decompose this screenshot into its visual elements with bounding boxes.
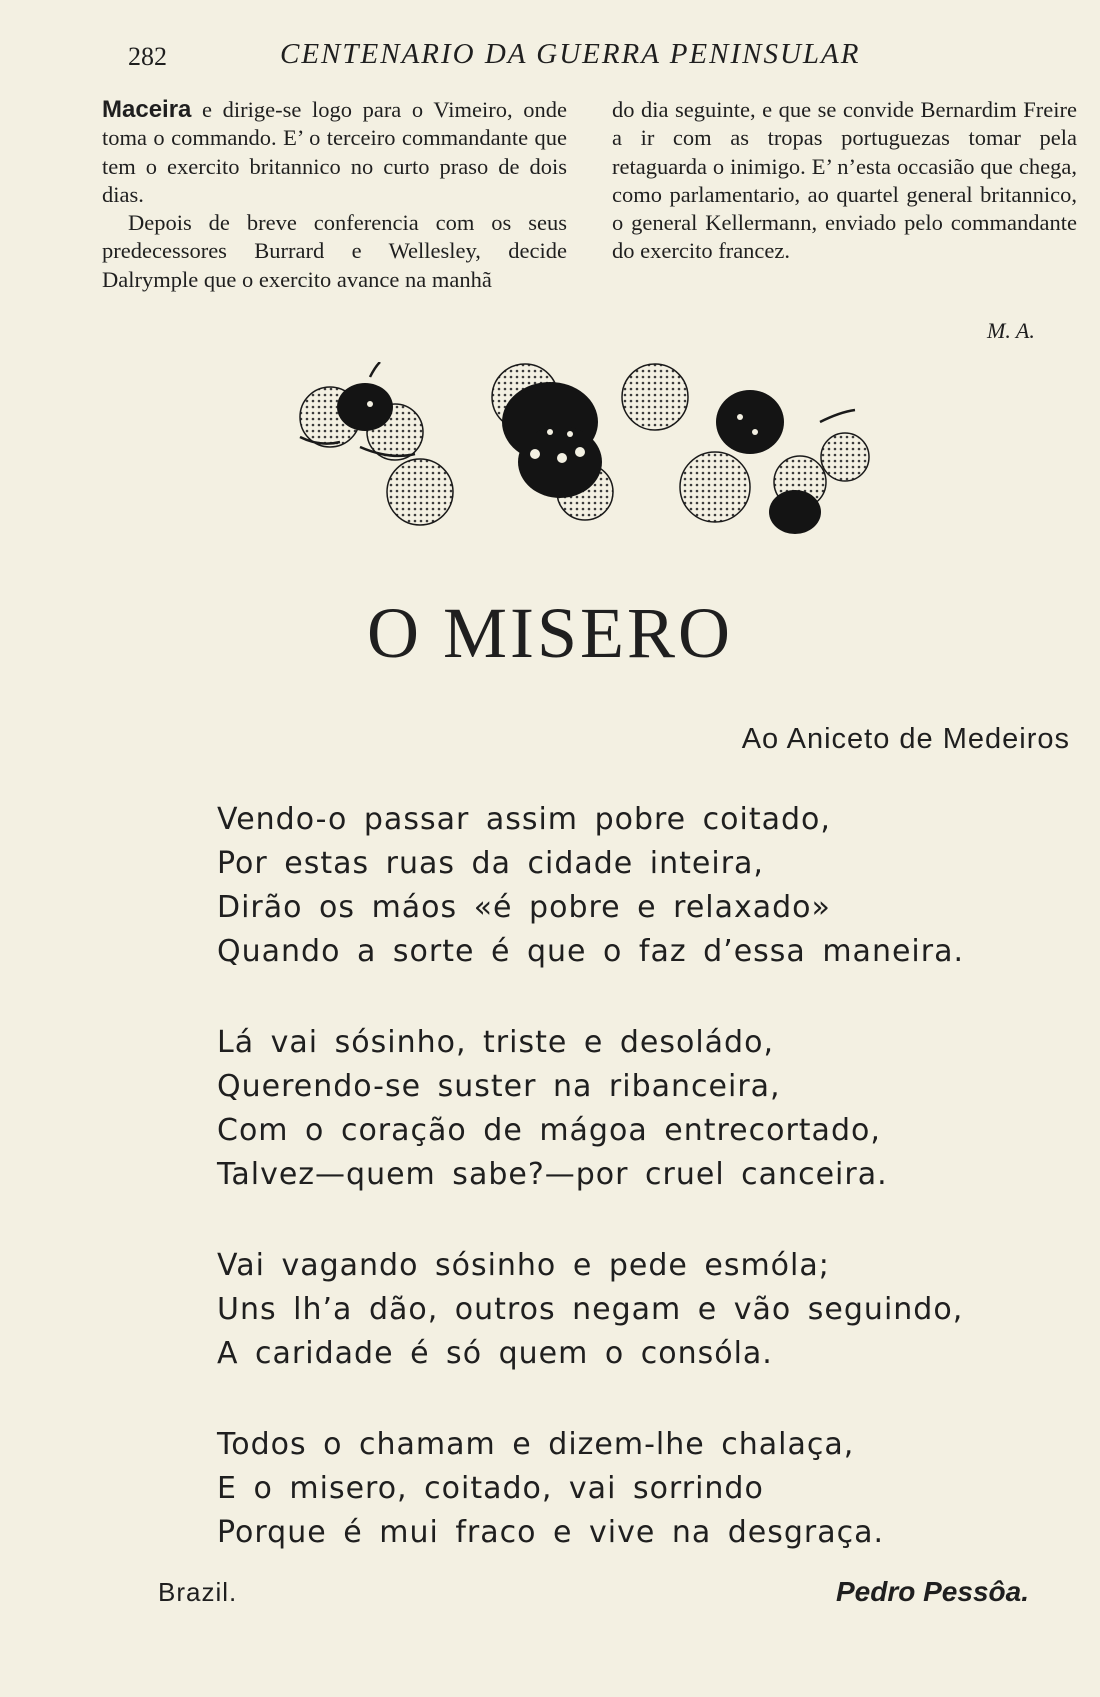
poem-line: Vai vagando sósinho e pede esmóla; [217, 1248, 830, 1283]
lead-word: Maceira [102, 96, 192, 123]
poem-line: Querendo-se suster na ribanceira, [217, 1069, 781, 1104]
poem-line: Todos o chamam e dizem-lhe chalaça, [217, 1427, 855, 1462]
poem-place: Brazil. [158, 1577, 238, 1607]
stanza [217, 1021, 1017, 1197]
running-title: CENTENARIO DA GUERRA PENINSULAR [280, 38, 861, 70]
poem-line: Por estas ruas da cidade inteira, [217, 846, 764, 881]
article-paragraph: do dia seguinte, e que se convide Bernardim Freire a ir com as tropas portuguezas tomar pela retaguarda o inimigo. E’ n’esta occasião que chega, como parlamentario, ao quartel general britannico, o general Kellermann, enviado pelo commandante do exercito francez. [612, 97, 1077, 264]
poem-line: Vendo-o passar assim pobre coitado, [217, 802, 831, 837]
page-number: 282 [128, 42, 167, 71]
paragraph-text: e dirige-se logo para o Vimeiro, onde toma o commando. E’ o terceiro commandante que tem o exercito britannico no curto praso de dois dias. [102, 97, 567, 207]
poem-line: Quando a sorte é que o faz d’essa maneira. [217, 934, 964, 969]
article-paragraph: Depois de breve conferencia com os seus predecessores Burrard e Wellesley, decide Dalrymple que o exercito avance na manhã [102, 210, 567, 292]
author-initials: M. A. [987, 318, 1035, 343]
poem-line: Dirão os máos «é pobre e relaxado» [217, 890, 831, 925]
poem-line: Porque é mui fraco e vive na desgraça. [217, 1515, 885, 1550]
poem-line: Com o coração de mágoa entrecortado, [217, 1113, 881, 1148]
poem-dedication: Ao Aniceto de Medeiros [741, 723, 1070, 755]
article-left-column [102, 96, 567, 294]
poem-author: Pedro Pessôa. [836, 1576, 1029, 1607]
poem-line: Uns lh’a dão, outros negam e vão seguindo, [217, 1292, 964, 1327]
poem-title: O MISERO [366, 593, 734, 673]
poem-body [217, 798, 1017, 1602]
stanza [217, 1244, 1017, 1376]
pansy-flowers-ornament-icon [280, 362, 900, 562]
poem-line: Talvez—quem sabe?—por cruel canceira. [217, 1157, 888, 1192]
poem-line: A caridade é só quem o consóla. [217, 1336, 773, 1371]
page-header [120, 38, 980, 78]
poem-line: E o misero, coitado, vai sorrindo [217, 1471, 764, 1506]
stanza [217, 1423, 1017, 1555]
article-paragraph [102, 96, 567, 209]
poem-line: Lá vai sósinho, triste e desoládo, [217, 1025, 774, 1060]
stanza [217, 798, 1017, 974]
article-right-column [612, 96, 1077, 266]
